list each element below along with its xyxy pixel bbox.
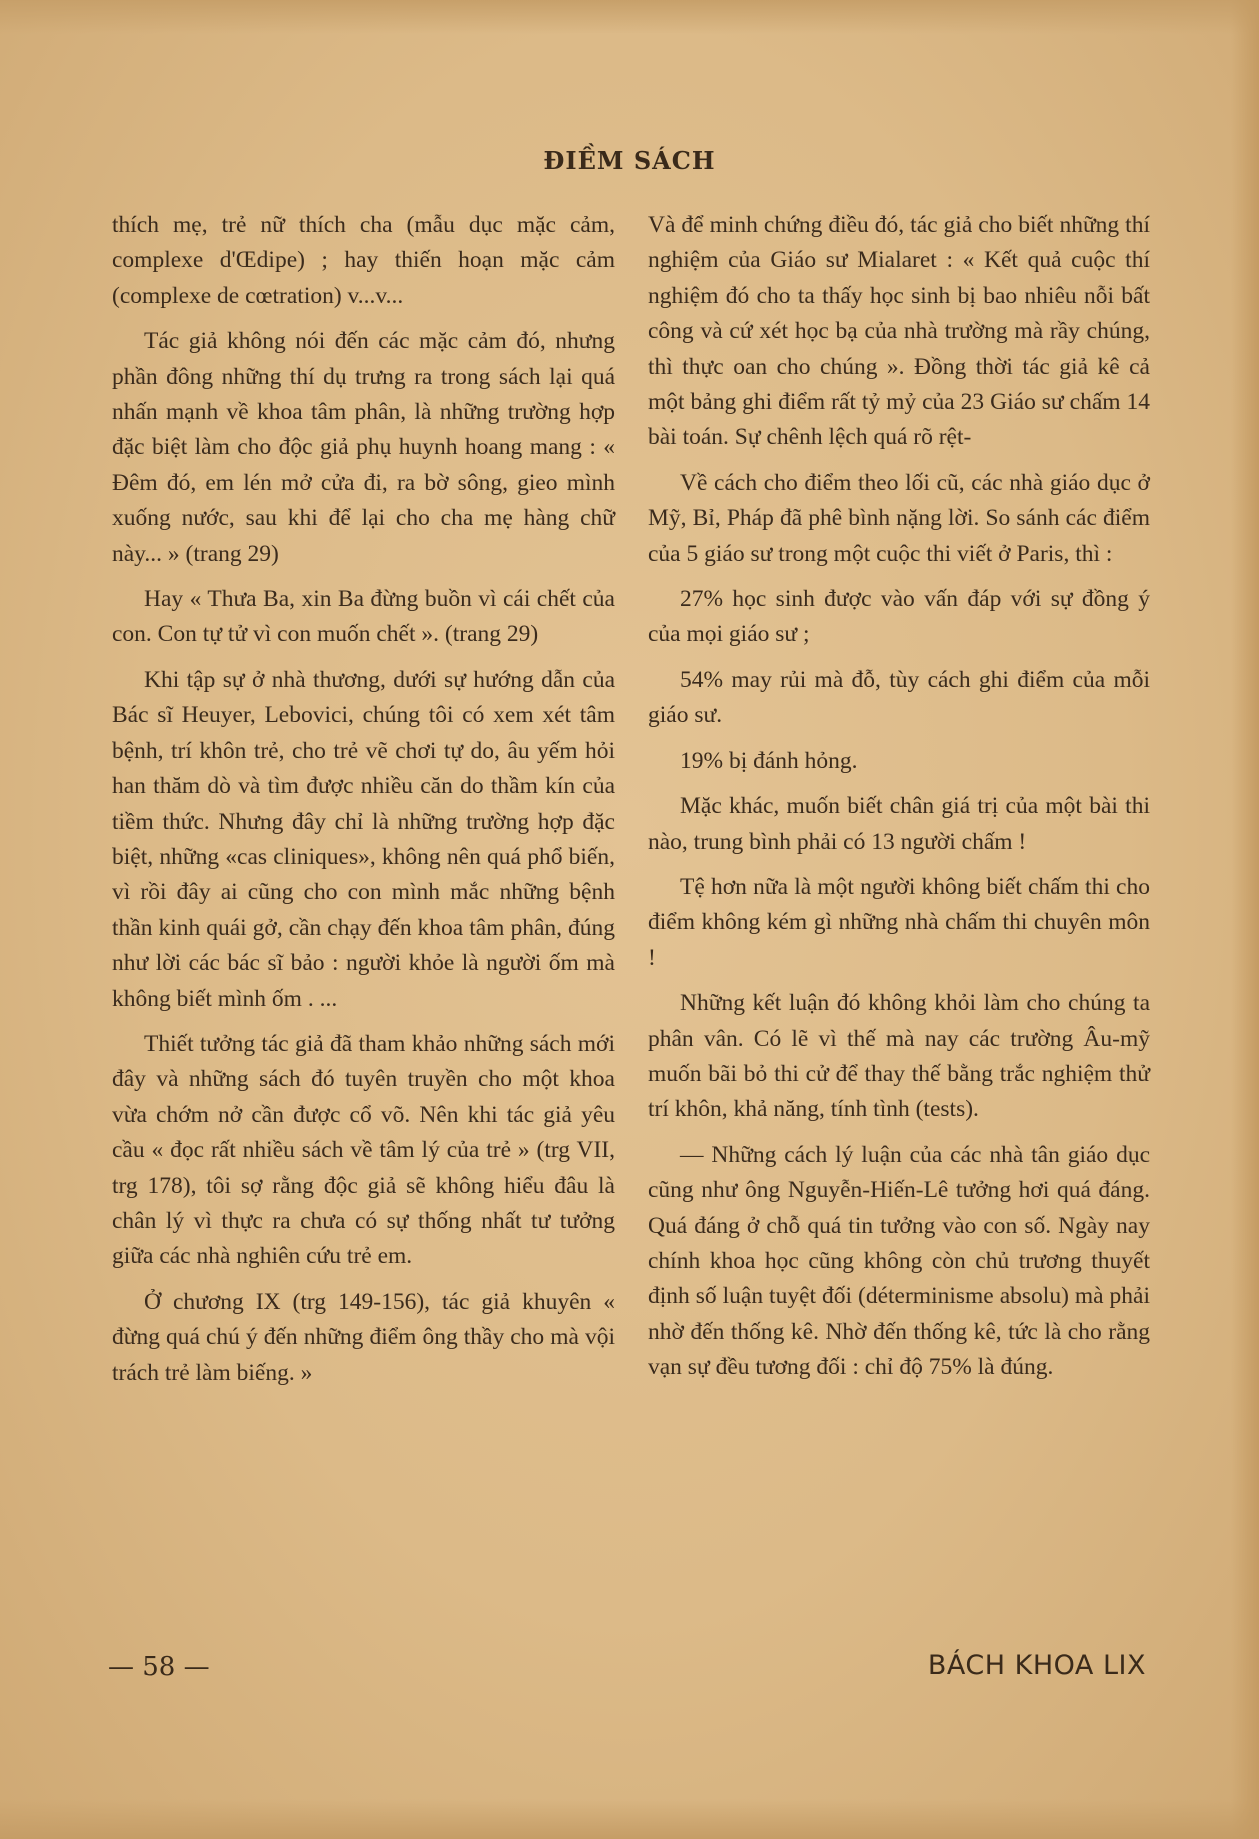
paragraph: 19% bị đánh hỏng. (680, 747, 858, 774)
paragraph: 54% may rủi mà đỗ, tùy cách ghi điểm của mỗi giáo sư. (648, 666, 1150, 729)
magazine-issue: BÁCH KHOA LIX (927, 1650, 1146, 1681)
paragraph: Mặc khác, muốn biết chân giá trị của một bài thi nào, trung bình phải có 13 người chấm ! (648, 793, 1150, 855)
page-edge-shadow-right (1231, 0, 1259, 1839)
paragraph: Và để minh chứng điều đó, tác giả cho biết những thí nghiệm của Giáo sư Mialaret : « Kết quả cuộc thí nghiệm đó cho ta thấy học sinh bị bao nhiêu nỗi bất công và cứ xét học bạ của nhà trường mà rầy chúng, thì thực oan cho chúng ». Đồng thời tác giả kê cả một bảng ghi điểm rất tỷ mỷ của 23 Giáo sư chấm 14 bài toán. Sự chênh lệch quá rõ rệt- (648, 212, 1150, 451)
section-header: ĐIỀM SÁCH (543, 146, 716, 175)
paragraph: Tệ hơn nữa là một người không biết chấm thi cho điểm không kém gì những nhà chấm thi chuyên môn ! (648, 873, 1150, 971)
page-number: — 58 — (108, 1652, 210, 1682)
paragraph: Những kết luận đó không khỏi làm cho chúng ta phân vân. Có lẽ vì thế mà nay các trường Âu-mỹ muốn bãi bỏ thi cử để thay thế bằng trắc nghiệm thử trí khôn, khả năng, tính tình (tests). (648, 990, 1150, 1123)
paragraph: Tác giả không nói đến các mặc cảm đó, nhưng phần đông những thí dụ trưng ra trong sách lại quá nhấn mạnh về khoa tâm phân, là những trường hợp đặc biệt làm cho độc giả phụ huynh hoang mang : « Đêm đó, em lén mở cửa đi, ra bờ sông, gieo mình xuống nước, sau khi để lại cho cha mẹ hàng chữ này... » (trang 29) (112, 328, 615, 567)
paragraph: 27% học sinh được vào vấn đáp với sự đồng ý của mọi giáo sư ; (648, 586, 1150, 648)
paragraph: Hay « Thưa Ba, xin Ba đừng buồn vì cái chết của con. Con tự tử vì con muốn chết ». (trang 29) (112, 586, 615, 648)
paragraph: Về cách cho điểm theo lối cũ, các nhà giáo dục ở Mỹ, Bỉ, Pháp đã phê bình nặng lời. So sánh các điểm của 5 giáo sư trong một cuộc thi viết ở Paris, thì : (648, 469, 1150, 567)
paragraph: thích mẹ, trẻ nữ thích cha (mẫu dục mặc cảm, complexe d'Œdipe) ; hay thiến hoạn mặc cảm (complexe de cœtration) v...v... (112, 212, 615, 309)
paragraph: Ở chương IX (trg 149-156), tác giả khuyên « đừng quá chú ý đến những điểm ông thầy cho mà vội trách trẻ làm biếng. » (112, 1288, 615, 1386)
page-edge-shadow-top (0, 0, 1259, 34)
right-column (648, 208, 1150, 1396)
left-column (112, 208, 615, 1401)
paragraph: Thiết tưởng tác giả đã tham khảo những sách mới đây và những sách đó tuyên truyền cho một khoa vừa chớm nở cần được cổ võ. Nên khi tác giả yêu cầu « đọc rất nhiều sách về tâm lý của trẻ » (trg VII, trg 178), tôi sợ rằng độc giả sẽ không hiểu đâu là chân lý vì thực ra chưa có sự thống nhất tư tưởng giữa các nhà nghiên cứu trẻ em. (112, 1030, 615, 1270)
paragraph: — Những cách lý luận của các nhà tân giáo dục cũng như ông Nguyễn-Hiến-Lê tưởng hơi quá đáng. Quá đáng ở chỗ quá tin tưởng vào con số. Ngày nay chính khoa học cũng không còn chủ trương thuyết định số luận tuyệt đối (déterminisme absolu) mà phải nhờ đến thống kê. Nhờ đến thống kê, tức là cho rằng vạn sự đều tương đối : chỉ độ 75% là đúng. (648, 1141, 1150, 1381)
page-edge-shadow-bottom (0, 1799, 1259, 1839)
paragraph: Khi tập sự ở nhà thương, dưới sự hướng dẫn của Bác sĩ Heuyer, Lebovici, chúng tôi có xem xét tâm bệnh, trí khôn trẻ, cho trẻ vẽ chơi tự do, âu yếm hỏi han thăm dò và tìm được nhiều căn do thầm kín của tiềm thức. Nhưng đây chỉ là những trường hợp đặc biệt, những «cas cliniques», không nên quá phổ biến, vì rồi đây ai cũng cho con mình mắc những bệnh thần kinh quái gở, cần chạy đến khoa tâm phân, đúng như lời các bác sĩ bảo : người khỏe là người ốm mà không biết mình ốm . ... (112, 666, 615, 1012)
